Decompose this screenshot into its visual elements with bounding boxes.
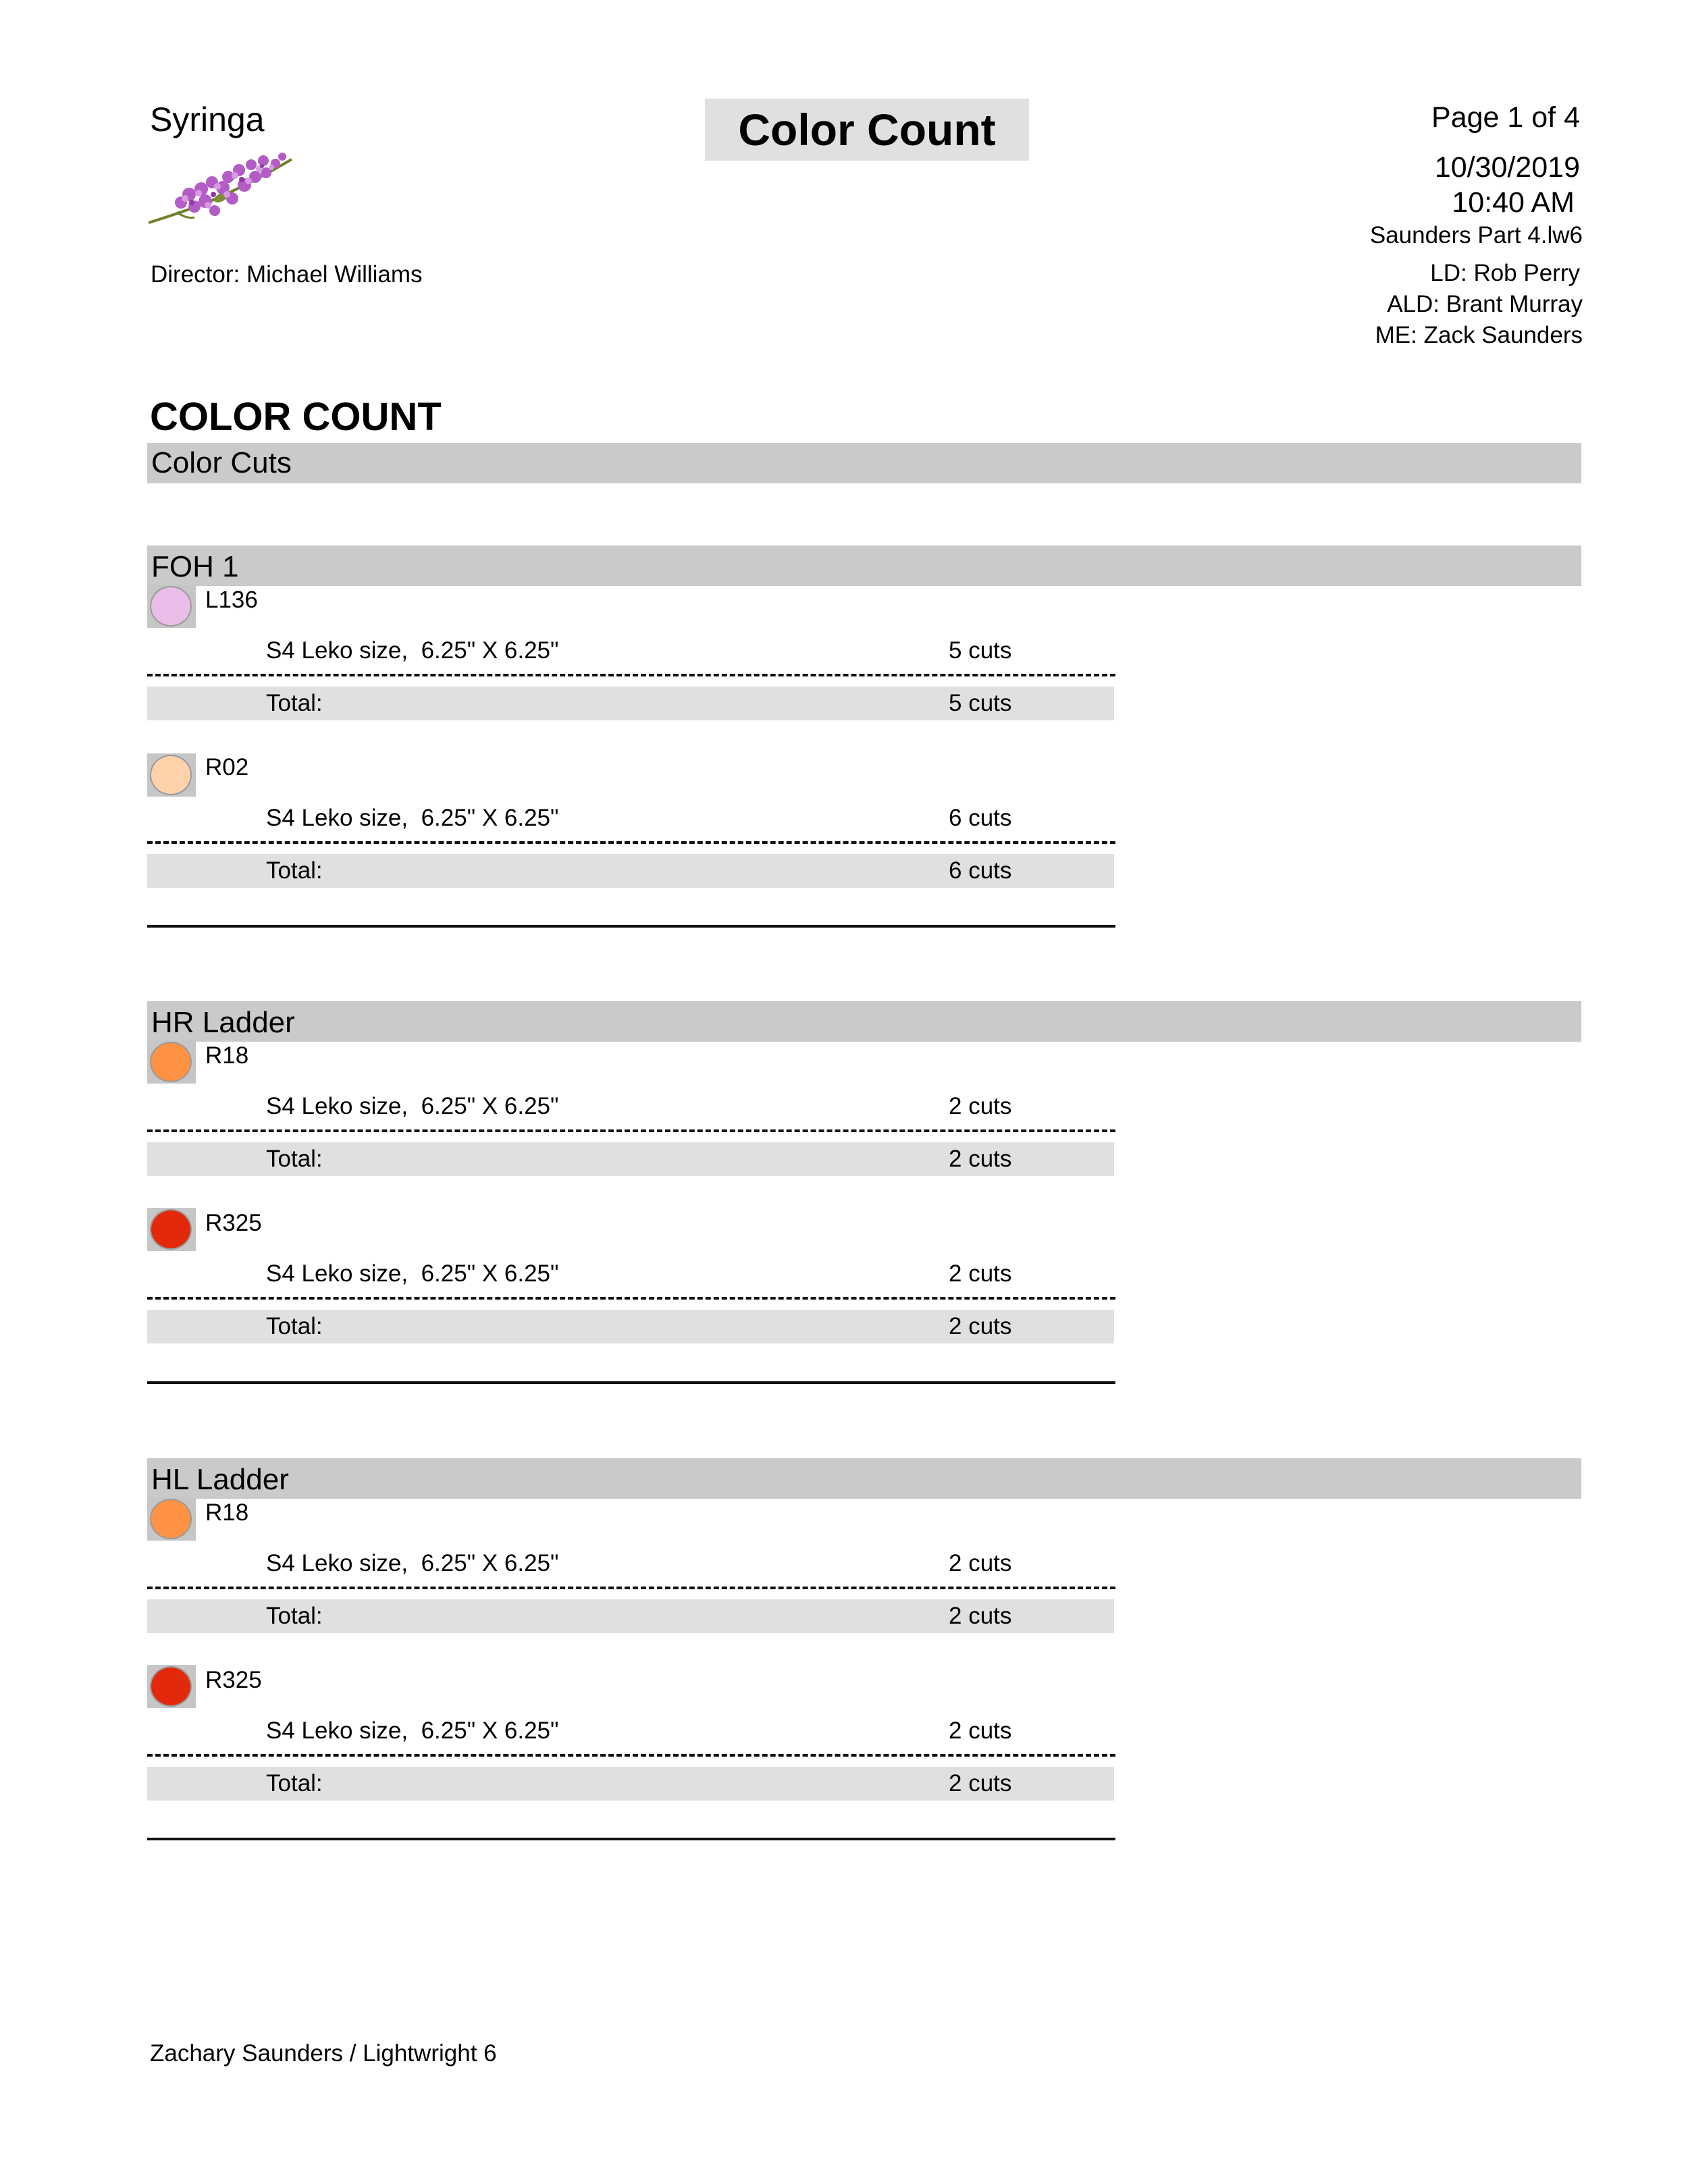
item-description: S4 Leko size, 6.25" X 6.25"	[266, 1550, 559, 1576]
color-swatch	[147, 1040, 196, 1084]
color-name: R02	[205, 754, 249, 780]
item-description: S4 Leko size, 6.25" X 6.25"	[266, 637, 559, 664]
item-cuts: 6 cuts	[949, 805, 1012, 831]
lilac-logo-icon	[147, 150, 298, 230]
dashed-separator	[147, 1297, 1115, 1300]
color-name: R18	[205, 1042, 249, 1069]
position-header: FOH 1	[147, 545, 1581, 586]
page-number: Page 1 of 4	[1431, 101, 1580, 134]
item-description: S4 Leko size, 6.25" X 6.25"	[266, 1717, 559, 1744]
total-cuts: 2 cuts	[949, 1313, 1012, 1339]
document-title: Color Count	[705, 99, 1029, 161]
total-label: Total:	[266, 857, 323, 884]
total-label: Total:	[266, 1146, 323, 1172]
item-cuts: 5 cuts	[949, 637, 1012, 664]
dashed-separator	[147, 1587, 1115, 1589]
color-swatch	[147, 585, 196, 628]
color-swatch-dot	[150, 755, 192, 795]
color-swatch	[147, 753, 196, 797]
color-name: R325	[205, 1667, 262, 1693]
item-description: S4 Leko size, 6.25" X 6.25"	[266, 805, 559, 831]
color-swatch-dot	[150, 1499, 192, 1539]
item-cuts: 2 cuts	[949, 1260, 1012, 1287]
dashed-separator	[147, 1129, 1115, 1132]
dashed-separator	[147, 674, 1115, 676]
total-label: Total:	[266, 1770, 323, 1796]
total-cuts: 5 cuts	[949, 690, 1012, 716]
item-cuts: 2 cuts	[949, 1717, 1012, 1744]
color-swatch	[147, 1497, 196, 1541]
color-swatch-dot	[150, 586, 192, 627]
total-cuts: 2 cuts	[949, 1146, 1012, 1172]
lighting-designer: LD: Rob Perry	[1430, 260, 1580, 286]
show-title: Syringa	[150, 101, 265, 138]
color-swatch-dot	[150, 1666, 192, 1707]
total-label: Total:	[266, 690, 323, 716]
dashed-separator	[147, 1754, 1115, 1757]
director: Director: Michael Williams	[151, 261, 423, 288]
color-name: R18	[205, 1499, 249, 1526]
section-end-line	[147, 1381, 1115, 1384]
color-swatch	[147, 1665, 196, 1708]
assistant-lighting-designer: ALD: Brant Murray	[1387, 291, 1583, 317]
dashed-separator	[147, 841, 1115, 844]
print-date: 10/30/2019	[1434, 151, 1580, 184]
color-name: L136	[205, 587, 258, 613]
total-cuts: 2 cuts	[949, 1603, 1012, 1629]
item-cuts: 2 cuts	[949, 1550, 1012, 1576]
footer-credit: Zachary Saunders / Lightwright 6	[150, 2040, 497, 2067]
item-cuts: 2 cuts	[949, 1093, 1012, 1119]
total-cuts: 6 cuts	[949, 857, 1012, 884]
section-end-line	[147, 925, 1115, 928]
position-header: HL Ladder	[147, 1458, 1581, 1499]
print-time: 10:40 AM	[1452, 186, 1575, 219]
report-heading: COLOR COUNT	[150, 395, 442, 439]
color-swatch-dot	[150, 1209, 192, 1250]
total-label: Total:	[266, 1603, 323, 1629]
section-end-line	[147, 1838, 1115, 1840]
file-name: Saunders Part 4.lw6	[1369, 222, 1583, 248]
total-label: Total:	[266, 1313, 323, 1339]
color-swatch-dot	[150, 1042, 192, 1082]
report-subheading: Color Cuts	[147, 443, 1581, 483]
total-cuts: 2 cuts	[949, 1770, 1012, 1796]
position-header: HR Ladder	[147, 1001, 1581, 1042]
color-swatch	[147, 1208, 196, 1251]
color-name: R325	[205, 1210, 262, 1236]
item-description: S4 Leko size, 6.25" X 6.25"	[266, 1260, 559, 1287]
master-electrician: ME: Zack Saunders	[1375, 322, 1583, 348]
item-description: S4 Leko size, 6.25" X 6.25"	[266, 1093, 559, 1119]
